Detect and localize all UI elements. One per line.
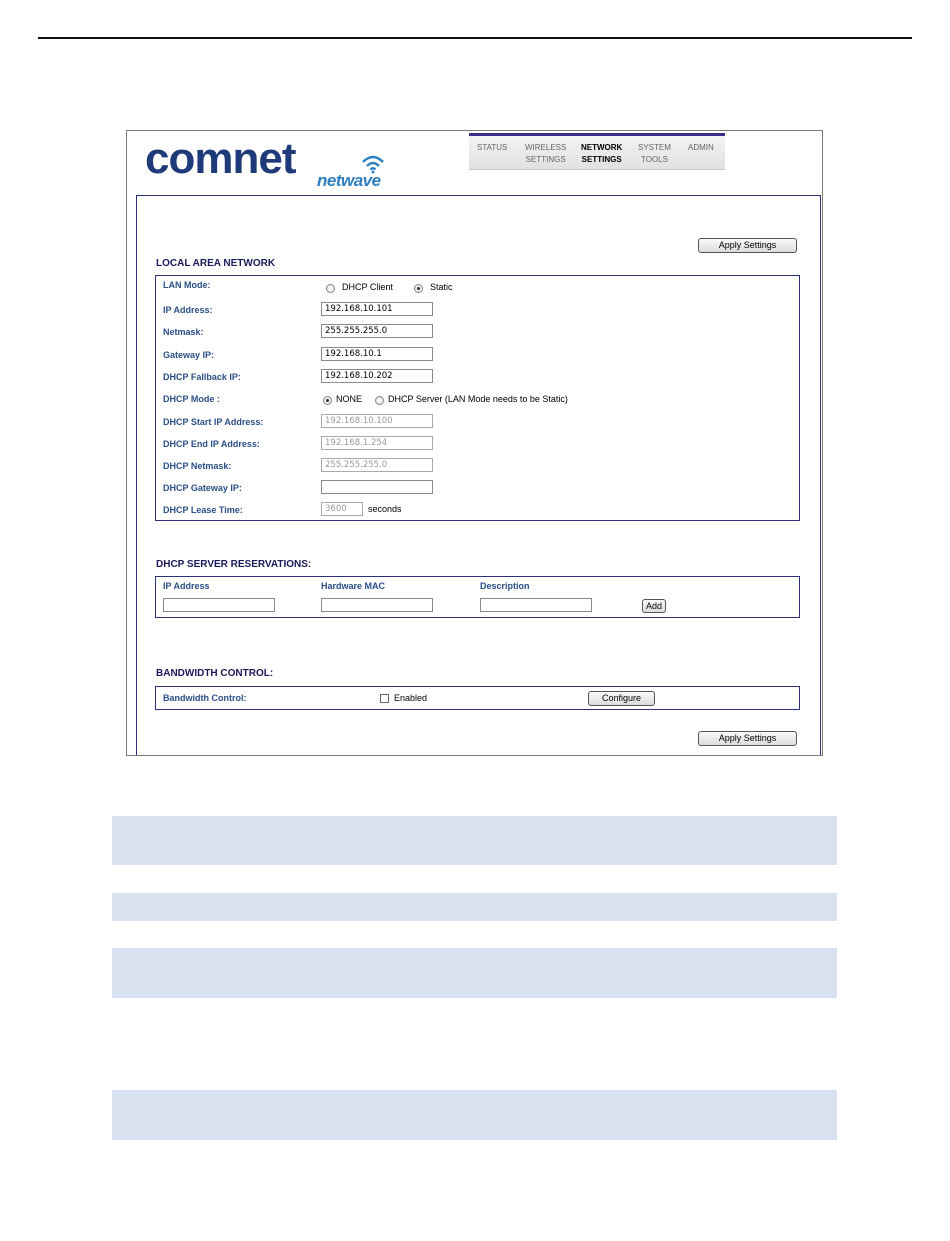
comnet-logo: comnet [145,134,296,183]
add-reservation-button[interactable]: Add [642,599,666,613]
dhcp-lease-time-label: DHCP Lease Time: [163,505,243,515]
lan-panel [155,275,800,521]
caption-bar-3 [112,948,837,998]
reservation-ip-input[interactable] [163,598,275,612]
gateway-ip-input[interactable]: 192.168.10.1 [321,347,433,361]
reservations-panel [155,576,800,618]
nav-network-settings[interactable]: NETWORK SETTINGS [581,143,623,164]
ip-address-input[interactable]: 192.168.10.101 [321,302,433,316]
dhcp-gateway-ip-label: DHCP Gateway IP: [163,483,242,493]
dhcp-netmask-input[interactable]: 255.255.255.0 [321,458,433,472]
nav-system-tools[interactable]: SYSTEM TOOLS [638,143,671,164]
bandwidth-panel [155,686,800,710]
dhcp-mode-label: DHCP Mode : [163,394,220,404]
lan-mode-static-label: Static [430,282,453,292]
dhcp-fallback-ip-input[interactable]: 192.168.10.202 [321,369,433,383]
lease-unit-label: seconds [368,504,402,514]
bandwidth-enabled-label: Enabled [394,693,428,703]
dhcp-mode-server-label: DHCP Server (LAN Mode needs to be Static) [388,394,568,404]
dhcp-mode-none-label: NONE [336,394,363,404]
bandwidth-enabled-checkbox[interactable] [380,694,389,703]
reservation-description-header: Description [480,581,530,591]
caption-bar-4 [112,1090,837,1140]
gateway-ip-label: Gateway IP: [163,350,215,360]
netwave-logo: netwave [317,171,381,190]
nav-admin[interactable]: ADMIN [688,143,714,152]
dhcp-end-ip-input[interactable]: 192.168.1.254 [321,436,433,450]
dhcp-start-ip-label: DHCP Start IP Address: [163,417,264,427]
caption-bar-1 [112,816,837,865]
reservation-ip-header: IP Address [163,581,210,591]
dhcp-gateway-ip-input[interactable] [321,480,433,494]
configure-button[interactable]: Configure [588,691,655,706]
dhcp-mode-server-radio[interactable] [375,396,384,405]
router-settings-screenshot [126,130,823,756]
nav-status[interactable]: STATUS [477,143,508,152]
netmask-label: Netmask: [163,327,204,337]
lan-mode-dhcp-client-label: DHCP Client [342,282,393,292]
reservations-section-title: DHCP SERVER RESERVATIONS: [156,559,312,570]
bandwidth-section-title: BANDWIDTH CONTROL: [156,668,274,679]
lan-mode-dhcp-client-radio[interactable] [326,284,335,293]
dhcp-start-ip-input[interactable]: 192.168.10.100 [321,414,433,428]
caption-bar-2 [112,893,837,921]
main-nav [469,133,725,170]
nav-wireless-settings[interactable]: WIRELESS SETTINGS [525,143,567,164]
dhcp-netmask-label: DHCP Netmask: [163,461,232,471]
dhcp-end-ip-label: DHCP End IP Address: [163,439,260,449]
lan-mode-static-radio[interactable] [414,284,423,293]
page-top-rule [38,37,912,39]
apply-settings-button-bottom[interactable]: Apply Settings [698,731,797,746]
lan-section-title: LOCAL AREA NETWORK [156,258,276,269]
reservation-mac-input[interactable] [321,598,433,612]
reservation-mac-header: Hardware MAC [321,581,386,591]
settings-content [136,195,821,755]
dhcp-lease-time-input[interactable]: 3600 [321,502,363,516]
dhcp-mode-none-radio[interactable] [323,396,332,405]
bandwidth-control-label: Bandwidth Control: [163,693,247,703]
lan-mode-label: LAN Mode: [163,280,211,290]
ip-address-label: IP Address: [163,305,213,315]
dhcp-fallback-ip-label: DHCP Fallback IP: [163,372,241,382]
apply-settings-button-top[interactable]: Apply Settings [698,238,797,253]
reservation-description-input[interactable] [480,598,592,612]
netmask-input[interactable]: 255.255.255.0 [321,324,433,338]
